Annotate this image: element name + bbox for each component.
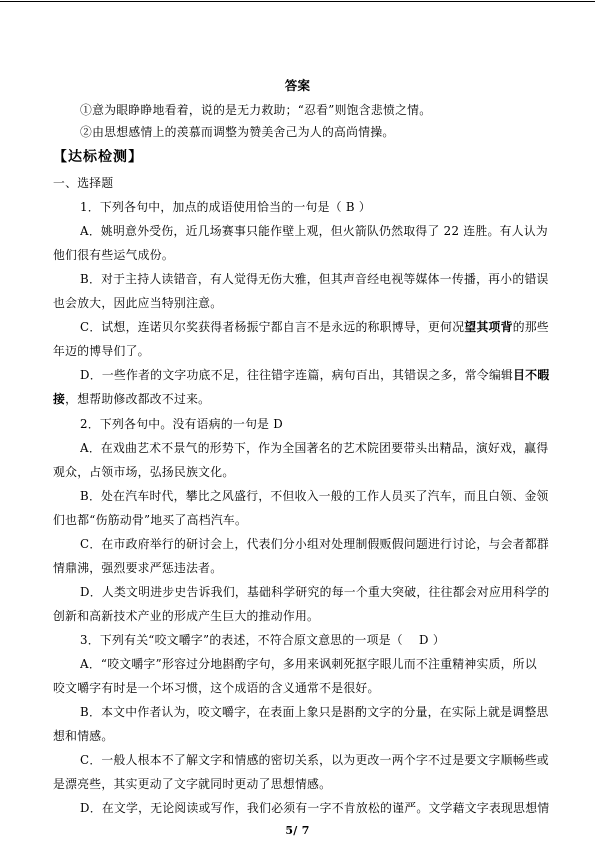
part-label: 一、选择题 — [53, 176, 114, 190]
q3-option-a-line-1: A．“咬文嚼字”形容过分地斟酌字句，多用来讽刺死抠字眼儿而不注重精神实质，所以 — [80, 657, 537, 671]
q2-stem: 2．下列各句中。没有语病的一句是 D — [80, 417, 284, 431]
q2-option-c-line-1: C．在市政府举行的研讨会上，代表们分小组对处理制假贩假问题进行讨论，与会者都群 — [80, 537, 550, 551]
q3-option-b-line-2: 想和情感。 — [53, 729, 114, 743]
q1-option-d-idiom-part-2: 接 — [53, 392, 66, 406]
answer-line-1: ①意为眼睁睁地看着，说的是无力救助；“忍看”则饱含悲愤之情。 — [80, 103, 432, 117]
q1-option-d-line-2 — [53, 391, 210, 407]
q1-option-d-idiom-part-1: 目不暇 — [513, 368, 550, 382]
q3-option-d-line-1: D．在文学，无论阅读或写作，我们必须有一字不肯放松的谨严。文学藉文字表现思想情 — [80, 801, 550, 815]
answer-line-2: ②由思想感情上的羡慕而调整为赞美舍己为人的高尚情操。 — [80, 125, 395, 139]
q2-option-a-line-2: 观众，占领市场，弘扬民族文化。 — [53, 465, 235, 479]
q2-option-b-line-2: 们也都“伤筋动骨”地买了高档汽车。 — [53, 513, 248, 527]
q1-option-c-line-1 — [80, 319, 549, 335]
q3-option-c-line-2: 是漂亮些，其实更动了文字就同时更动了思想情感。 — [53, 777, 332, 791]
q1-option-a-line-2: 他们很有些运气成份。 — [53, 248, 174, 262]
q2-option-d-line-2: 创新和高新技术产业的形成产生巨大的推动作用。 — [53, 609, 320, 623]
q1-stem: 1．下列各句中，加点的成语使用恰当的一句是（ B ） — [80, 200, 372, 214]
q2-option-c-line-2: 情鼎沸，强烈要求严惩违法者。 — [53, 561, 223, 575]
q1-option-d-text: D．一些作者的文字功底不足，往往错字连篇，病句百出，其错误之多，常令编辑 — [80, 368, 514, 382]
q3-option-a-line-2: 咬文嚼字有时是一个坏习惯，这个成语的含义通常不是很好。 — [53, 681, 380, 695]
q1-option-d-line-1 — [80, 367, 549, 383]
q2-option-a-line-1: A．在戏曲艺术不景气的形势下，作为全国著名的艺术院团要带头出精品，演好戏，赢得 — [80, 441, 549, 455]
q1-option-b-line-1: B．对于主持人读错音，有人觉得无伤大雅，但其声音经电视等媒体一传播，再小的错误 — [80, 272, 549, 286]
q1-option-c-line-2: 年迈的博导们了。 — [53, 344, 150, 358]
q1-option-a-line-1: A．姚明意外受伤，近几场赛事只能作壁上观，但火箭队仍然取得了 22 连胜。有人认为 — [80, 224, 549, 238]
answer-title: 答案 — [284, 78, 311, 93]
q2-option-d-line-1: D．人类文明进步史告诉我们，基础科学研究的每一个重大突破，往往都会对应用科学的 — [80, 585, 550, 599]
q1-option-d-tail: ，想帮助修改都改不过来。 — [65, 392, 211, 406]
page-number: 5/ 7 — [285, 824, 310, 837]
q2-option-b-line-1: B．处在汽车时代，攀比之风盛行，不但收入一般的工作人员买了汽车，而且白领、金领 — [80, 489, 549, 503]
q1-option-b-line-2: 也会放大，因此应当特别注意。 — [53, 296, 223, 310]
q1-option-c-idiom: 望其项背 — [464, 320, 513, 334]
section-title: 【达标检测】 — [53, 149, 143, 165]
q3-option-b-line-1: B．本文中作者认为，咬文嚼字，在表面上象只是斟酌文字的分量，在实际上就是调整思 — [80, 705, 549, 719]
q1-option-c-text: C．试想，连诺贝尔奖获得者杨振宁都自言不是永远的称职博导，更何况 — [80, 320, 465, 334]
q1-option-c-tail: 的那些 — [512, 320, 550, 334]
q3-stem: 3．下列有关“咬文嚼字”的表述，不符合原文意思的一项是（ D ） — [80, 633, 445, 647]
q3-option-c-line-1: C．一般人根本不了解文字和情感的密切关系，以为更改一两个字不过是要文字顺畅些或 — [80, 753, 550, 767]
